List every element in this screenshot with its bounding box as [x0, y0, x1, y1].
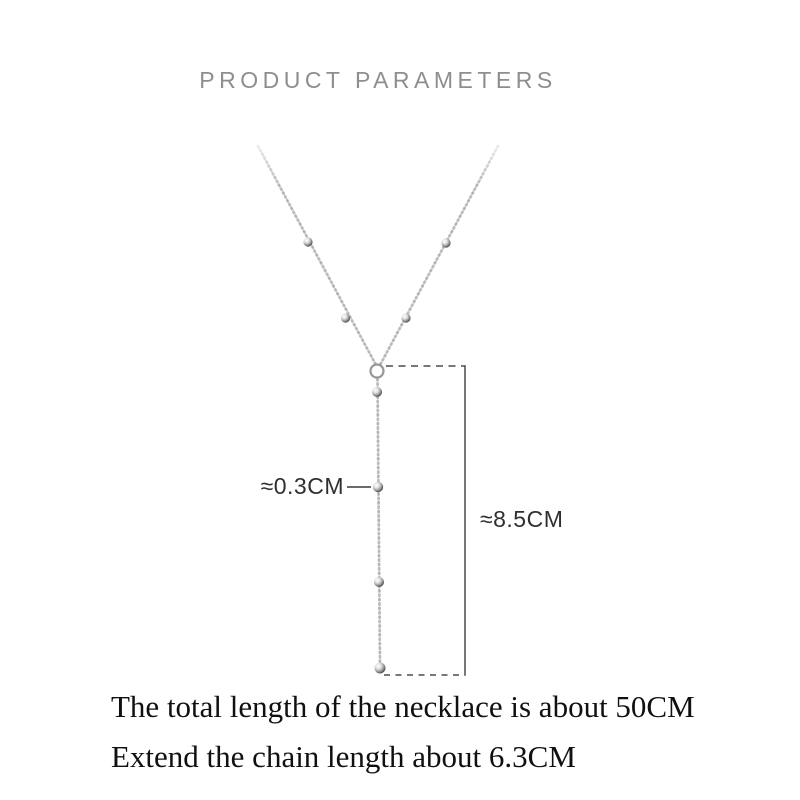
chain-bead — [373, 482, 383, 492]
chain-bead — [374, 577, 384, 587]
chain-bead — [372, 387, 382, 397]
note-extend-length: Extend the chain length about 6.3CM — [111, 739, 576, 774]
chain-texture — [258, 146, 498, 666]
bead-size-label: ≈0.3CM — [260, 473, 344, 499]
drop-length-label: ≈8.5CM — [480, 506, 564, 532]
chain-bead — [341, 313, 350, 322]
chain-drop-strand — [378, 379, 381, 666]
note-total-length: The total length of the necklace is about 50CM — [111, 689, 695, 724]
chain-bead — [303, 237, 312, 246]
chain-end-bead — [375, 663, 386, 674]
chain-fade — [215, 128, 545, 186]
chain-bead — [441, 238, 450, 247]
chain-bead — [401, 313, 410, 322]
clasp-ring-icon — [371, 365, 384, 378]
measurement-bracket — [384, 365, 465, 675]
page-title: PRODUCT PARAMETERS — [199, 67, 557, 93]
